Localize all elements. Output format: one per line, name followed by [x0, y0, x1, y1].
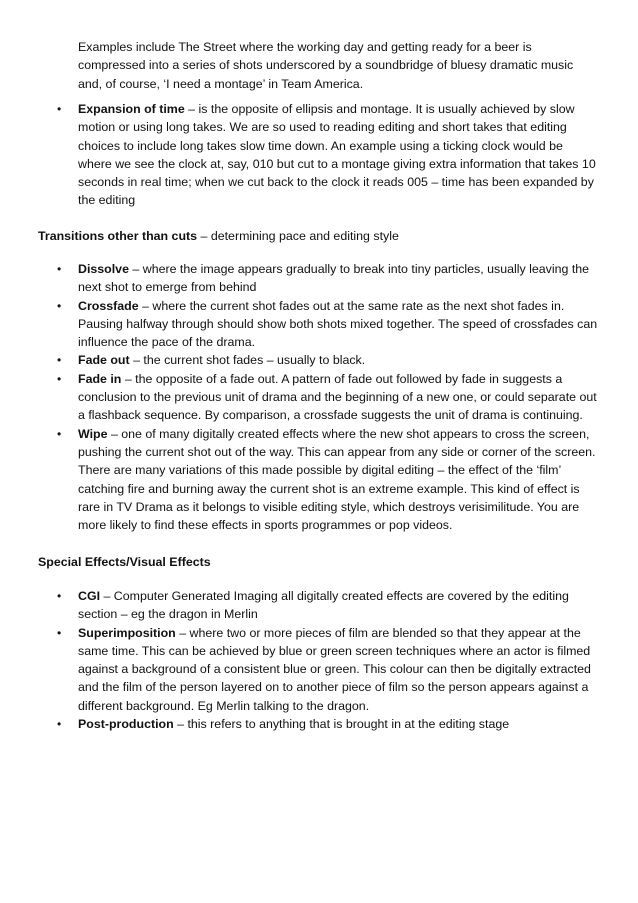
term-label: Fade out — [78, 353, 130, 368]
term-label: Fade in — [78, 371, 122, 386]
term-description: – Computer Generated Imaging all digitally created effects are covered by the editing section – eg the dragon in Merlin — [78, 589, 569, 622]
bullet-icon: • — [57, 262, 62, 276]
heading-rest: – determining pace and editing style — [197, 229, 399, 243]
list-item — [0, 100, 600, 210]
term-label: CGI — [78, 589, 101, 603]
bullet-icon: • — [57, 371, 62, 386]
term-description: – one of many digitally created effects where the new shot appears to cross the screen, pushing the current shot out of the way. This can appear from any side or corner of the screen. There are many variations of this made possible by digital editing – the effect of the ‘film’ catching fire and burning away the current shot is an extreme example. This kind of effect is rare in TV Drama as it belongs to visible editing style, which destroys verisimilitude. You are more likely to find these effects in sports programmes or pop videos. — [78, 426, 596, 533]
intro-paragraph: Examples include The Street where the working day and getting ready for a beer is compressed into a series of shots underscored by a soundbridge of bluesy dramatic music and, of course, ‘I need a montage’ in Team America. — [78, 40, 574, 91]
list-item — [0, 351, 600, 369]
term-label: Wipe — [78, 426, 108, 441]
term-label: Crossfade — [78, 298, 139, 313]
list-item — [0, 715, 600, 733]
bullet-list-special-effects — [0, 587, 600, 733]
term-description: – where two or more pieces of film are blended so that they appear at the same time. This can be achieved by blue or green screen techniques where an actor is filmed against a background of a consistent blue or green. This colour can then be digitally extracted and the film of the person layered on to another piece of film so the person appears against a different background. Eg Merlin talking to the dragon. — [78, 625, 591, 713]
term-label: Post-production — [78, 717, 174, 732]
bullet-icon: • — [57, 589, 62, 603]
bullet-icon: • — [57, 426, 62, 441]
heading-bold: Transitions other than cuts — [38, 229, 198, 243]
bullet-icon: • — [57, 625, 62, 640]
list-item — [0, 624, 600, 715]
bullet-icon: • — [57, 298, 62, 313]
section-heading-transitions — [38, 227, 399, 245]
list-item — [0, 370, 600, 425]
term-description: – the current shot fades – usually to black. — [129, 353, 366, 368]
bullet-icon: • — [57, 102, 62, 116]
term-label: Superimposition — [78, 625, 176, 640]
term-description: – where the image appears gradually to break into tiny particles, usually leaving the next shot to emerge from behind — [78, 262, 590, 295]
bullet-list-transitions — [0, 260, 600, 534]
term-description: – this refers to anything that is brought in at the editing stage — [173, 717, 510, 732]
term-label: Dissolve — [78, 262, 129, 276]
bullet-icon: • — [57, 717, 62, 732]
list-item — [0, 587, 600, 624]
term-label: Expansion of time — [78, 102, 185, 116]
term-description: – is the opposite of ellipsis and montage. It is usually achieved by slow motion or using long takes. We are so used to reading editing and short takes that editing choices to include long takes slow time down. An example using a ticking clock would be where we see the clock at, say, 010 but cut to a montage giving extra information that takes 10 seconds in real time; when we cut back to the clock it reads 005 – time has been expanded by the editing — [78, 102, 596, 208]
list-item — [0, 260, 600, 297]
bullet-list-editing — [0, 100, 600, 210]
list-item — [0, 425, 600, 535]
list-item — [0, 297, 600, 352]
term-description: – the opposite of a fade out. A pattern of fade out followed by fade in suggests a conclusion to the previous unit of drama and the beginning of a new one, or could separate out a flashback sequence. By comparison, a crossfade suggests the unit of drama is continuing. — [78, 371, 597, 423]
term-description: – where the current shot fades out at the same rate as the next shot fades in. Pausing halfway through should show both shots mixed together. The speed of crossfades can influence the pace of the drama. — [78, 298, 598, 350]
bullet-icon: • — [57, 353, 62, 368]
section-heading-special-effects — [38, 553, 211, 571]
heading-bold: Special Effects/Visual Effects — [38, 555, 211, 569]
